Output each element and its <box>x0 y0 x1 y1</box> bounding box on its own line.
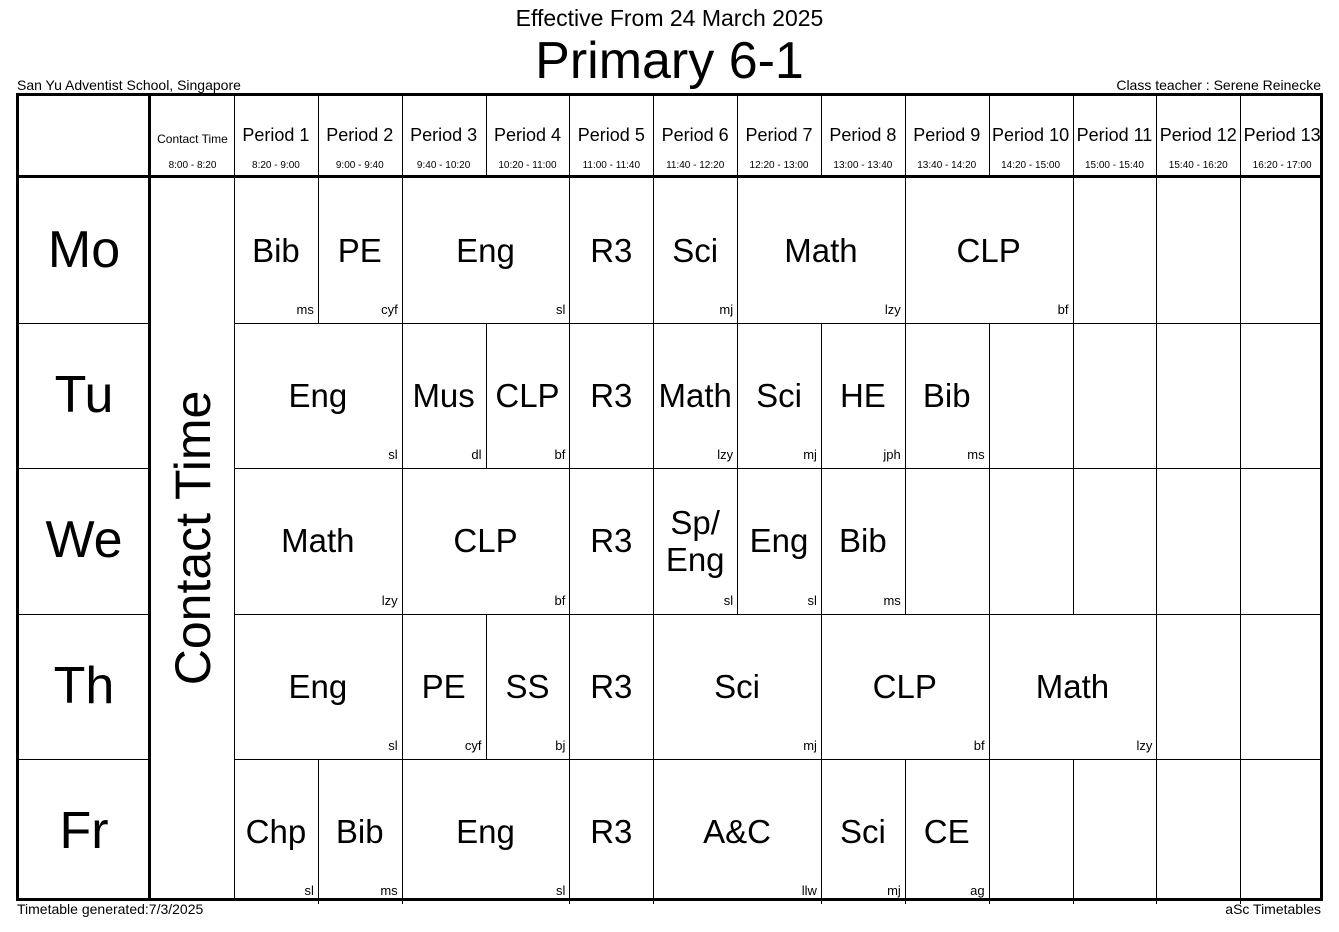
lesson-teacher: cyf <box>464 737 482 753</box>
lesson-cell[interactable] <box>569 178 653 323</box>
empty-cell[interactable] <box>1073 759 1157 904</box>
lesson-cell[interactable] <box>318 759 402 904</box>
lesson-teacher: ag <box>970 882 985 898</box>
row-line <box>19 614 148 615</box>
row-line <box>19 759 148 760</box>
lesson-teacher: bf <box>554 592 566 608</box>
header-column-line <box>486 96 487 175</box>
lesson-subject: Sp/ Eng <box>665 503 725 578</box>
lesson-teacher: lzy <box>1136 737 1153 753</box>
lesson-teacher: bj <box>555 737 566 753</box>
lesson-cell[interactable] <box>653 759 821 904</box>
lesson-teacher: bf <box>554 447 566 463</box>
lesson-subject: Eng <box>288 377 348 415</box>
day-label-tu: Tu <box>54 366 114 425</box>
period-header-1 <box>234 96 318 175</box>
day-label-we: We <box>45 511 123 570</box>
day-label-mo: Mo <box>47 221 121 279</box>
lesson-subject: Bib <box>335 812 384 850</box>
lesson-teacher: mj <box>803 737 817 753</box>
lesson-teacher: sl <box>555 882 566 898</box>
period-header-11 <box>1073 96 1157 175</box>
lesson-cell[interactable] <box>821 323 905 468</box>
lesson-subject: Math <box>1035 667 1110 705</box>
contact-time-label: Contact Time <box>164 390 221 686</box>
lesson-teacher: mj <box>719 302 734 318</box>
period-name: Period 10 <box>992 125 1070 145</box>
lesson-cell[interactable] <box>402 759 570 904</box>
header-column-line <box>402 96 403 175</box>
row-line <box>19 468 148 469</box>
lesson-teacher: mj <box>887 882 901 898</box>
header-column-line <box>1073 96 1074 175</box>
empty-cell[interactable] <box>1073 178 1157 323</box>
period-name: Period 4 <box>493 125 561 145</box>
lesson-subject: Eng <box>288 667 348 705</box>
day-label-fr: Fr <box>59 801 109 860</box>
period-time: 13:40 - 14:20 <box>917 160 977 171</box>
header-column-line <box>989 96 990 175</box>
period-name: Period 9 <box>913 125 981 145</box>
day-label-th: Th <box>53 656 115 715</box>
header-column-line <box>821 96 822 175</box>
lesson-teacher: cyf <box>381 302 398 318</box>
empty-cell[interactable] <box>1156 614 1240 759</box>
lesson-subject: PE <box>421 667 466 705</box>
lesson-subject: Eng <box>749 522 809 560</box>
lesson-cell[interactable] <box>402 468 570 613</box>
empty-cell[interactable] <box>1073 323 1157 468</box>
period-header-8 <box>821 96 905 175</box>
lesson-teacher: sl <box>388 447 398 463</box>
period-name: Period 12 <box>1159 125 1237 145</box>
empty-cell[interactable] <box>989 468 1073 613</box>
lesson-cell[interactable] <box>318 178 402 323</box>
lesson-subject: CLP <box>872 667 937 705</box>
header-contact-time <box>151 96 234 175</box>
lesson-teacher: lzy <box>381 592 398 608</box>
period-name: Period 11 <box>1076 125 1153 145</box>
lesson-cell[interactable] <box>569 759 653 904</box>
lesson-teacher: sl <box>807 592 817 608</box>
lesson-subject: Math <box>784 232 858 270</box>
lesson-subject: Bib <box>252 232 300 270</box>
header-column-line <box>905 96 906 175</box>
lesson-cell[interactable] <box>486 614 570 759</box>
empty-cell[interactable] <box>1240 323 1324 468</box>
lesson-teacher: bf <box>1057 302 1069 318</box>
lesson-cell[interactable] <box>905 323 989 468</box>
lesson-subject: HE <box>839 377 886 415</box>
header-column-line <box>653 96 654 175</box>
lesson-subject: PE <box>337 232 382 270</box>
lesson-cell[interactable] <box>653 323 737 468</box>
lesson-subject: Sci <box>756 377 802 415</box>
empty-cell[interactable] <box>1240 614 1324 759</box>
empty-cell[interactable] <box>1156 468 1240 613</box>
period-time: 16:20 - 17:00 <box>1252 160 1312 171</box>
lesson-cell[interactable] <box>653 178 737 323</box>
period-name: Period 13 <box>1243 125 1321 145</box>
lesson-cell[interactable] <box>569 323 653 468</box>
lesson-cell[interactable] <box>234 468 402 613</box>
empty-cell[interactable] <box>989 323 1073 468</box>
lesson-teacher: sl <box>723 592 734 608</box>
period-name: Period 2 <box>326 125 394 145</box>
lesson-subject: Sci <box>672 232 719 270</box>
empty-cell[interactable] <box>1240 178 1324 323</box>
lesson-teacher: sl <box>555 302 566 318</box>
period-header-9 <box>905 96 989 175</box>
period-header-12 <box>1156 96 1240 175</box>
period-name: Period 5 <box>577 125 645 145</box>
lesson-teacher: ms <box>296 302 314 318</box>
period-time: 14:20 - 15:00 <box>1001 160 1061 171</box>
empty-cell[interactable] <box>1073 468 1157 613</box>
period-time: 11:00 - 11:40 <box>582 160 641 171</box>
lesson-teacher: sl <box>304 882 314 898</box>
lesson-cell[interactable] <box>821 468 905 613</box>
generated-date: Timetable generated:7/3/2025 <box>17 901 204 917</box>
lesson-cell[interactable] <box>737 178 905 323</box>
lesson-teacher: mj <box>803 447 817 463</box>
period-time: 9:40 - 10:20 <box>416 160 471 171</box>
period-time: 10:20 - 11:00 <box>498 160 557 171</box>
lesson-teacher: ms <box>380 882 398 898</box>
lesson-cell[interactable] <box>234 614 402 759</box>
period-name: Period 6 <box>661 125 729 145</box>
period-header-5 <box>569 96 653 175</box>
lesson-subject: A&C <box>703 812 772 850</box>
lesson-cell[interactable] <box>569 614 653 759</box>
lesson-teacher: bf <box>973 737 985 753</box>
period-header-6 <box>653 96 737 175</box>
software-brand: aSc Timetables <box>1225 901 1321 917</box>
period-time: 9:00 - 9:40 <box>335 160 384 171</box>
lesson-subject: R3 <box>590 232 633 270</box>
period-time: 12:20 - 13:00 <box>749 160 809 171</box>
lesson-cell[interactable] <box>821 614 989 759</box>
lesson-cell[interactable] <box>234 323 402 468</box>
lesson-subject: Chp <box>245 812 307 850</box>
period-header-13 <box>1240 96 1324 175</box>
header-column-line <box>1156 96 1157 175</box>
lesson-teacher: ms <box>883 592 901 608</box>
lesson-subject: Math <box>658 377 732 415</box>
period-header-7 <box>737 96 821 175</box>
period-header-10 <box>989 96 1073 175</box>
period-name: Period 3 <box>410 125 478 145</box>
lesson-subject: Eng <box>456 812 515 850</box>
period-time: 15:40 - 16:20 <box>1168 160 1228 171</box>
lesson-cell[interactable] <box>234 759 318 904</box>
lesson-cell[interactable] <box>737 468 821 613</box>
empty-cell[interactable] <box>1240 759 1324 904</box>
lesson-subject: Math <box>281 522 355 560</box>
empty-cell[interactable] <box>1156 759 1240 904</box>
empty-cell[interactable] <box>1156 323 1240 468</box>
lesson-cell[interactable] <box>905 178 1073 323</box>
lesson-subject: R3 <box>590 812 633 850</box>
lesson-subject: R3 <box>590 377 633 415</box>
contact-time-column <box>151 178 234 898</box>
period-header-4 <box>486 96 570 175</box>
period-time: 13:00 - 13:40 <box>833 160 893 171</box>
lesson-cell[interactable] <box>989 614 1157 759</box>
empty-cell[interactable] <box>1156 178 1240 323</box>
lesson-cell[interactable] <box>486 323 570 468</box>
empty-cell[interactable] <box>905 468 989 613</box>
lesson-cell[interactable] <box>653 468 737 613</box>
header-column-line <box>569 96 570 175</box>
lesson-subject: Mus <box>412 377 475 415</box>
lesson-cell[interactable] <box>653 614 821 759</box>
period-name: Period 7 <box>745 125 813 145</box>
lesson-cell[interactable] <box>234 178 318 323</box>
period-name: Period 8 <box>829 125 897 145</box>
lesson-teacher: jph <box>883 447 901 463</box>
lesson-cell[interactable] <box>737 323 821 468</box>
school-name: San Yu Adventist School, Singapore <box>17 77 241 93</box>
lesson-subject: R3 <box>590 522 633 560</box>
lesson-subject: CLP <box>495 377 560 415</box>
lesson-teacher: dl <box>471 447 482 463</box>
header-contact-time-range: 8:00 - 8:20 <box>168 160 217 171</box>
lesson-subject: CLP <box>453 522 518 560</box>
lesson-subject: Sci <box>714 667 761 705</box>
lesson-cell[interactable] <box>402 614 486 759</box>
page-title: Primary 6-1 <box>535 32 804 90</box>
lesson-subject: Bib <box>922 377 971 415</box>
lesson-subject: CE <box>923 812 970 850</box>
empty-cell[interactable] <box>1240 468 1324 613</box>
period-header-3 <box>402 96 486 175</box>
empty-cell[interactable] <box>989 759 1073 904</box>
lesson-subject: Eng <box>456 232 515 270</box>
timetable-subtitle: Effective From 24 March 2025 <box>515 5 824 31</box>
class-teacher: Class teacher : Serene Reinecke <box>1116 77 1321 93</box>
lesson-teacher: lzy <box>884 302 901 318</box>
lesson-subject: Bib <box>839 522 887 560</box>
header-contact-time-label: Contact Time <box>157 132 228 146</box>
lesson-subject: Sci <box>839 812 886 850</box>
timetable-grid <box>16 93 1323 901</box>
lesson-cell[interactable] <box>402 178 570 323</box>
row-line <box>19 323 148 324</box>
lesson-cell[interactable] <box>821 759 905 904</box>
lesson-teacher: llw <box>801 882 817 898</box>
lesson-subject: CLP <box>956 232 1021 270</box>
period-time: 8:20 - 9:00 <box>252 160 300 171</box>
lesson-teacher: lzy <box>717 447 734 463</box>
header-column-line <box>318 96 319 175</box>
period-time: 11:40 - 12:20 <box>666 160 725 171</box>
lesson-teacher: sl <box>388 737 398 753</box>
period-time: 15:00 - 15:40 <box>1084 160 1144 171</box>
lesson-cell[interactable] <box>569 468 653 613</box>
lesson-cell[interactable] <box>905 759 989 904</box>
period-header-2 <box>318 96 402 175</box>
period-name: Period 1 <box>242 125 310 145</box>
header-column-line <box>737 96 738 175</box>
lesson-subject: R3 <box>590 667 633 705</box>
lesson-teacher: ms <box>967 447 985 463</box>
lesson-subject: SS <box>505 667 550 705</box>
lesson-cell[interactable] <box>402 323 486 468</box>
header-column-line <box>1240 96 1241 175</box>
